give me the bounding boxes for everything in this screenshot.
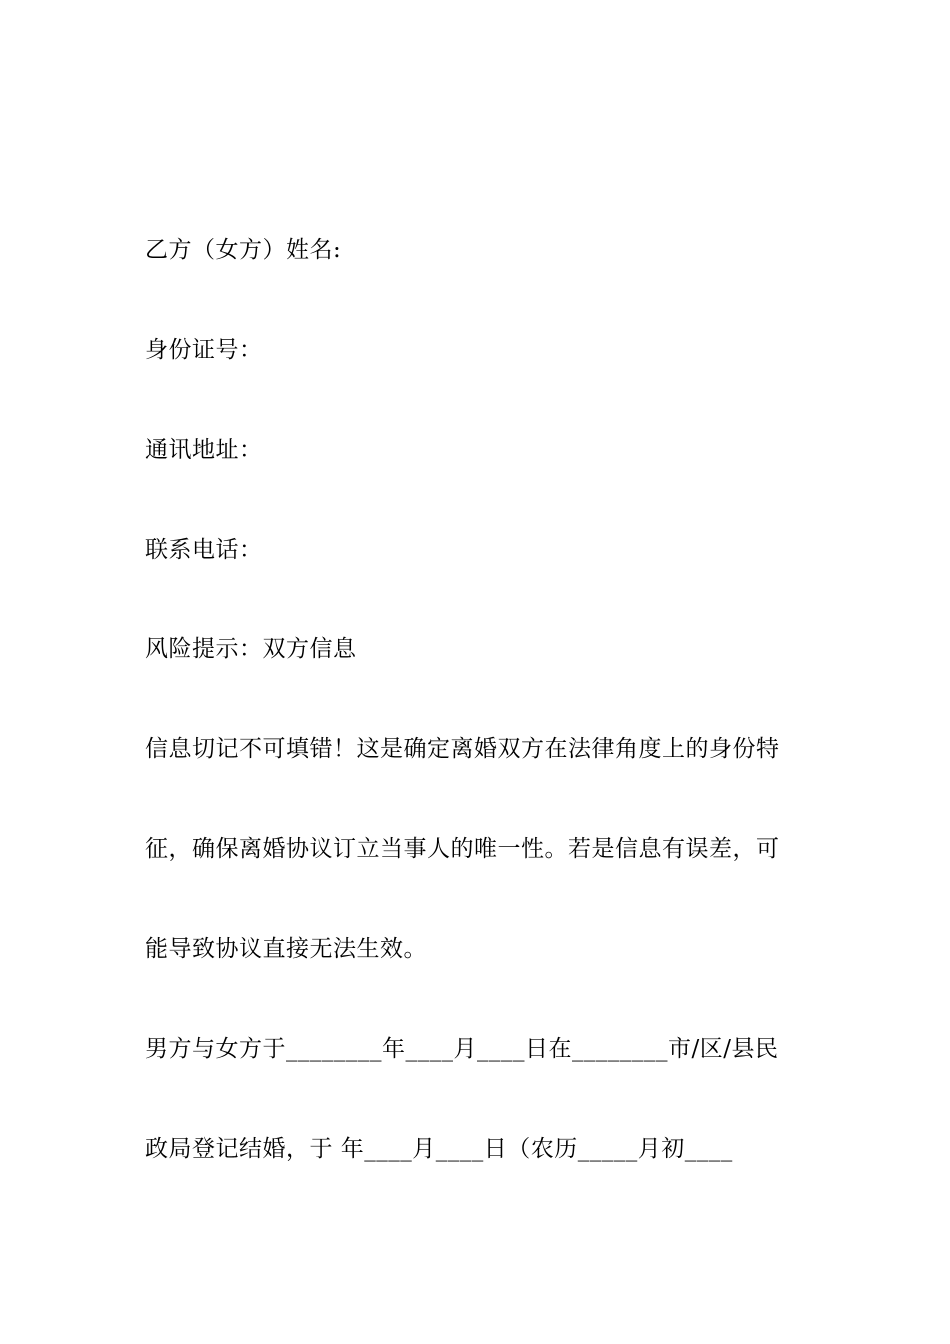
- risk-notice-line-3: 能导致协议直接无法生效。: [145, 936, 427, 962]
- marriage-registration-line-2: 政局登记结婚，于 年____月____日（农历_____月初____: [145, 1136, 733, 1162]
- marriage-registration-line-1: 男方与女方于________年____月____日在________市/区/县民: [145, 1036, 779, 1062]
- risk-notice-line-2: 征，确保离婚协议订立当事人的唯一性。若是信息有误差，可: [145, 836, 780, 862]
- risk-notice-heading: 风险提示：双方信息: [145, 636, 357, 662]
- party-b-name-label: 乙方（女方）姓名:: [145, 237, 342, 263]
- phone-label: 联系电话：: [145, 537, 263, 563]
- id-number-label: 身份证号：: [145, 337, 263, 363]
- risk-notice-line-1: 信息切记不可填错！这是确定离婚双方在法律角度上的身份特: [145, 736, 780, 762]
- address-label: 通讯地址：: [145, 437, 263, 463]
